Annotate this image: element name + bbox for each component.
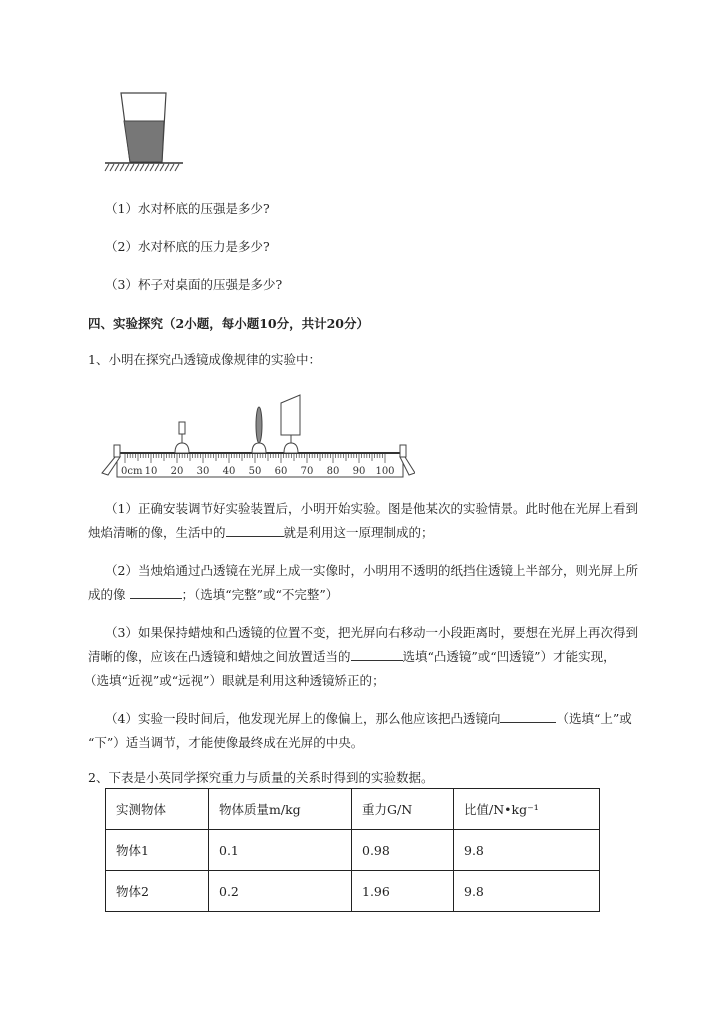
ruler-label: 100 — [375, 466, 395, 477]
header-cell: 重力G/N — [352, 789, 454, 830]
question-text: （2）水对杯底的压力是多少? — [105, 239, 270, 254]
section-heading: 四、实验探究（2小题，每小题10分，共计20分） — [88, 316, 369, 331]
ruler-label: 20 — [170, 466, 184, 477]
ruler-label: 30 — [196, 466, 210, 477]
cell: 0.2 — [209, 871, 352, 912]
cell: 物体2 — [106, 871, 209, 912]
cell: 9.8 — [454, 830, 600, 871]
answer-blank[interactable] — [226, 524, 284, 537]
cell: 0.1 — [209, 830, 352, 871]
header-cell: 物体质量m/kg — [209, 789, 352, 830]
text: （4）实验一段时间后，他发现光屏上的像偏上，那么他应该把凸透镜向 — [105, 711, 501, 726]
table-header-row — [106, 789, 600, 830]
paragraph-line — [88, 585, 338, 603]
question-stem: 2、下表是小英同学探究重力与质量的关系时得到的实验数据。 — [88, 770, 434, 785]
cell: 物体1 — [106, 830, 209, 871]
table-row — [106, 830, 600, 871]
ruler-label: 40 — [222, 466, 236, 477]
text: 选填“凸透镜”或“凹透镜”）才能实现， — [402, 649, 616, 664]
ruler-label: 50 — [248, 466, 262, 477]
paragraph-line — [88, 647, 616, 665]
text: ；（选填“完整”或“不完整”） — [181, 587, 339, 602]
header-cell: 实测物体 — [106, 789, 209, 830]
table-row — [106, 871, 600, 912]
cup-of-water-figure — [95, 85, 205, 185]
cell: 1.96 — [352, 871, 454, 912]
paragraph-line — [88, 523, 434, 541]
cell: 9.8 — [454, 871, 600, 912]
text: 烛焰清晰的像，生活中的 — [88, 525, 226, 540]
text: 清晰的像，应该在凸透镜和蜡烛之间放置适当的 — [88, 649, 351, 664]
ruler-label: 10 — [144, 466, 158, 477]
ruler-label: 90 — [352, 466, 366, 477]
text: 成的像 — [88, 587, 126, 602]
header-cell: 比值/N•kg⁻¹ — [454, 789, 600, 830]
optical-bench-figure — [95, 385, 415, 480]
data-table — [105, 788, 600, 912]
ruler-label: 0cm — [121, 466, 143, 477]
paragraph-line: （选填“近视”或“远视”）眼就是利用这种透镜矫正的； — [84, 673, 385, 688]
ruler-label: 70 — [300, 466, 314, 477]
paragraph-line: （3）如果保持蜡烛和凸透镜的位置不变，把光屏向右移动一小段距离时，要想在光屏上再次得到 — [105, 625, 638, 640]
paragraph-line: （2）当烛焰通过凸透镜在光屏上成一实像时，小明用不透明的纸挡住透镜上半部分，则光屏上所 — [105, 563, 638, 578]
answer-blank[interactable] — [351, 648, 403, 661]
answer-blank[interactable] — [500, 710, 556, 723]
text: 就是利用这一原理制成的； — [283, 525, 434, 540]
ruler-label: 80 — [326, 466, 340, 477]
paragraph-line: （1）正确安装调节好实验装置后，小明开始实验。图是他某次的实验情景。此时他在光屏上看到 — [105, 501, 638, 516]
question-text: （3）杯子对桌面的压强是多少? — [105, 277, 283, 292]
question-text: （1）水对杯底的压强是多少? — [105, 201, 270, 216]
answer-blank[interactable] — [130, 586, 182, 599]
paragraph-line — [105, 709, 632, 727]
cell: 0.98 — [352, 830, 454, 871]
paragraph-line: “下”）适当调节，才能使像最终成在光屏的中央。 — [88, 735, 364, 750]
question-stem: 1、小明在探究凸透镜成像规律的实验中： — [88, 352, 321, 367]
text: （选填“上”或 — [556, 711, 632, 726]
ruler-label: 60 — [274, 466, 288, 477]
